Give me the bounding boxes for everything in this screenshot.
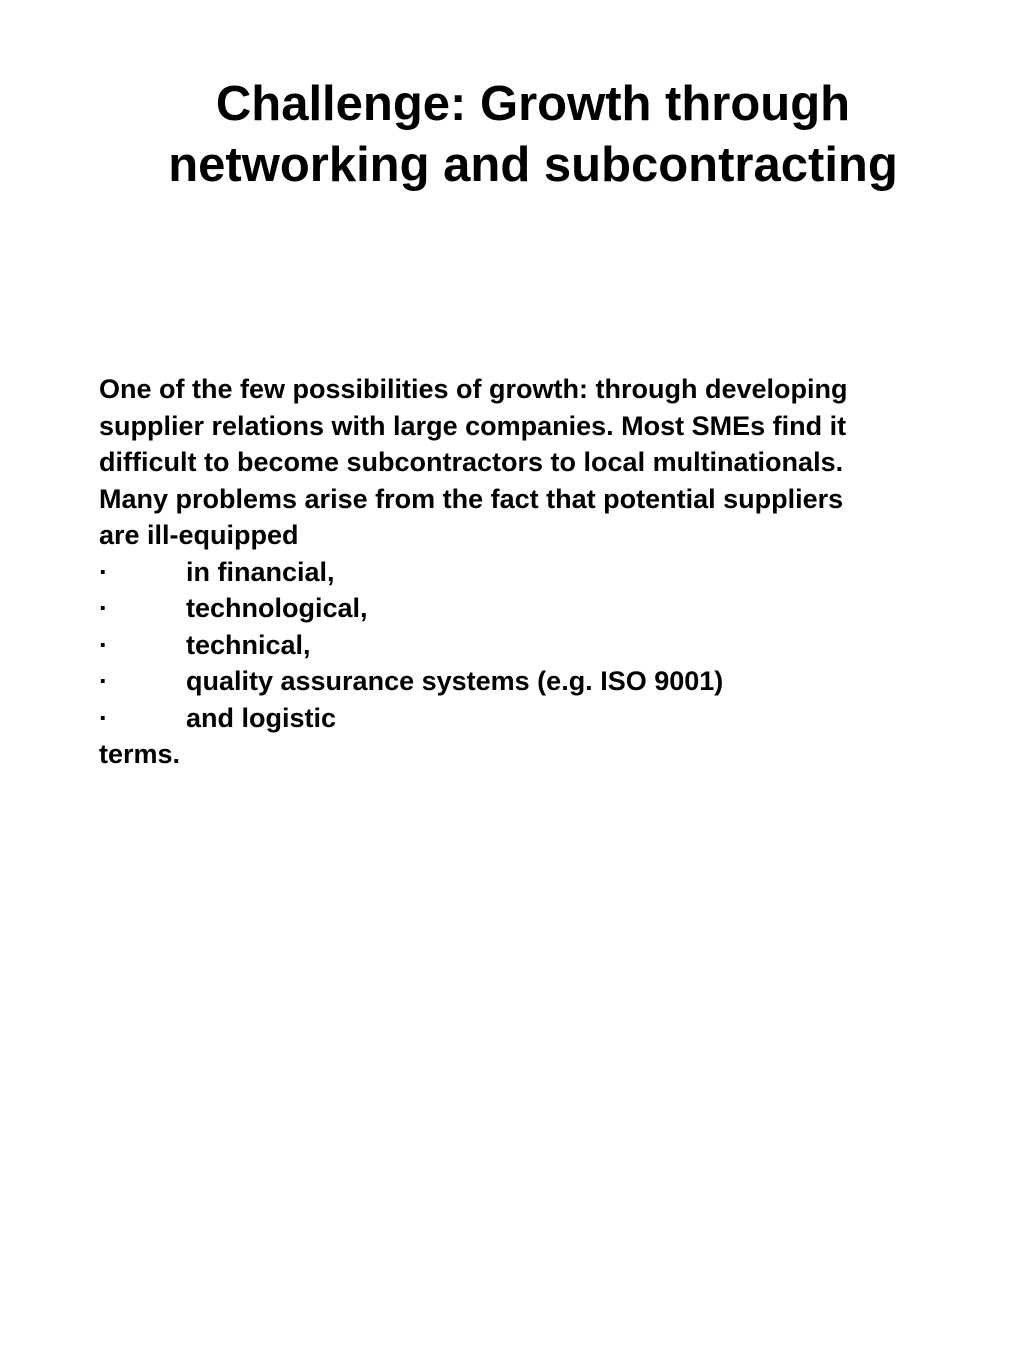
title-line-2: networking and subcontracting [168, 138, 898, 192]
bullet-text: technical, [186, 629, 311, 660]
intro-paragraph [99, 371, 979, 554]
bullet-item [99, 663, 979, 700]
bullet-text: technological, [186, 593, 368, 623]
paragraph-line: One of the few possibilities of growth: through developing [99, 374, 848, 404]
closing-text: terms. [99, 739, 181, 769]
bullet-text: quality assurance systems (e.g. ISO 9001) [186, 666, 724, 696]
bullet-item [99, 700, 979, 737]
paragraph-line: difficult to become subcontractors to local multinationals. [99, 447, 844, 477]
paragraph-line: are ill-equipped [99, 520, 299, 550]
bullet-item [99, 590, 979, 627]
bullet-item [99, 554, 979, 591]
bullet-dot-icon: · [99, 593, 108, 623]
title-line-1: Challenge: Growth through [215, 77, 851, 131]
bullet-dot-icon: · [99, 556, 108, 587]
bullet-list [99, 554, 979, 737]
paragraph-line: supplier relations with large companies. Most SMEs find it [99, 410, 847, 441]
bullet-dot-icon: · [99, 702, 108, 733]
bullet-item [99, 627, 979, 664]
bullet-dot-icon: · [99, 666, 108, 696]
bullet-text: and logistic [186, 702, 337, 733]
slide-title [60, 74, 1006, 196]
bullet-text: in financial, [186, 556, 335, 587]
paragraph-line: Many problems arise from the fact that potential suppliers [99, 483, 844, 514]
slide-body [99, 371, 979, 773]
bullet-dot-icon: · [99, 629, 108, 660]
